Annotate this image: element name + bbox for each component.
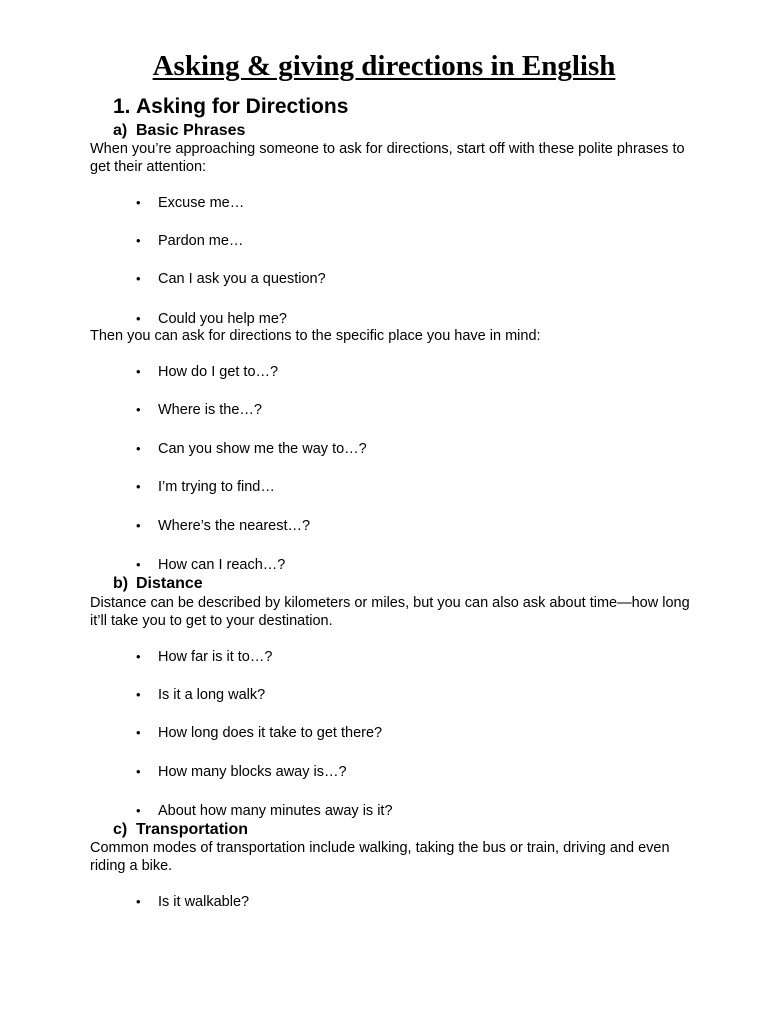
bullet-icon: • xyxy=(136,687,141,702)
list-item-text: Pardon me… xyxy=(158,233,244,249)
bullet-icon: • xyxy=(136,195,141,210)
list-item-text: Can you show me the way to…? xyxy=(158,441,367,457)
list-item-text: How many blocks away is…? xyxy=(158,764,347,780)
subheading-letter: b) xyxy=(113,575,129,592)
paragraph-basic-intro: When you’re approaching someone to ask for directions, start off with these polite phrases to get their attention: xyxy=(90,141,685,175)
subheading-letter: c) xyxy=(113,821,128,838)
list-item-text: Is it walkable? xyxy=(158,894,250,910)
list-item-text: Could you help me? xyxy=(158,311,287,327)
section-title: Asking for Directions xyxy=(136,95,349,118)
document-title: Asking & giving directions in English xyxy=(152,50,616,82)
list-item xyxy=(136,648,272,666)
bullet-icon: • xyxy=(136,364,141,379)
list-item xyxy=(136,802,393,820)
subheading-title: Basic Phrases xyxy=(136,122,246,139)
subheading-letter: a) xyxy=(113,122,128,139)
list-item-text: Excuse me… xyxy=(158,195,245,211)
list-item xyxy=(136,763,347,781)
list-item xyxy=(136,478,275,496)
bullet-icon: • xyxy=(136,479,141,494)
bullet-icon: • xyxy=(136,803,141,818)
bullet-icon: • xyxy=(136,402,141,417)
list-item xyxy=(136,194,244,212)
list-item-text: Is it a long walk? xyxy=(158,687,266,703)
list-item xyxy=(136,270,326,288)
bullet-icon: • xyxy=(136,233,141,248)
list-item xyxy=(136,517,310,535)
subheading-transportation xyxy=(113,820,248,840)
list-item xyxy=(136,232,243,250)
subheading-title: Distance xyxy=(136,575,203,592)
paragraph-followup: Then you can ask for directions to the specific place you have in mind: xyxy=(90,328,541,344)
bullet-icon: • xyxy=(136,557,141,572)
bullet-icon: • xyxy=(136,894,141,909)
subheading-title: Transportation xyxy=(136,821,249,838)
list-item xyxy=(136,310,287,328)
list-item-text: Where is the…? xyxy=(158,402,262,418)
bullet-icon: • xyxy=(136,764,141,779)
list-item xyxy=(136,686,265,704)
bullet-icon: • xyxy=(136,649,141,664)
list-item xyxy=(136,724,382,742)
list-item-text: How can I reach…? xyxy=(158,557,286,573)
subheading-distance xyxy=(113,574,203,594)
list-item xyxy=(136,556,285,574)
bullet-icon: • xyxy=(136,271,141,286)
bullet-icon: • xyxy=(136,725,141,740)
list-item-text: Where’s the nearest…? xyxy=(158,518,311,534)
list-item xyxy=(136,440,367,458)
bullet-icon: • xyxy=(136,441,141,456)
list-item xyxy=(136,893,249,911)
section-heading-asking xyxy=(113,93,348,121)
bullet-icon: • xyxy=(136,518,141,533)
subheading-basic-phrases xyxy=(113,121,245,141)
list-item xyxy=(136,363,278,381)
paragraph-transportation-intro: Common modes of transportation include walking, taking the bus or train, driving and even riding a bike. xyxy=(90,840,670,874)
list-item-text: I’m trying to find… xyxy=(158,479,275,495)
list-item-text: How do I get to…? xyxy=(158,364,279,380)
list-item xyxy=(136,401,262,419)
list-item-text: How long does it take to get there? xyxy=(158,725,383,741)
list-item-text: About how many minutes away is it? xyxy=(158,803,393,819)
list-item-text: Can I ask you a question? xyxy=(158,271,326,287)
list-item-text: How far is it to…? xyxy=(158,649,273,665)
bullet-icon: • xyxy=(136,311,141,326)
paragraph-distance-intro: Distance can be described by kilometers or miles, but you can also ask about time—how long it’ll take you to get to your destination. xyxy=(90,595,690,629)
section-number: 1. xyxy=(113,95,131,118)
